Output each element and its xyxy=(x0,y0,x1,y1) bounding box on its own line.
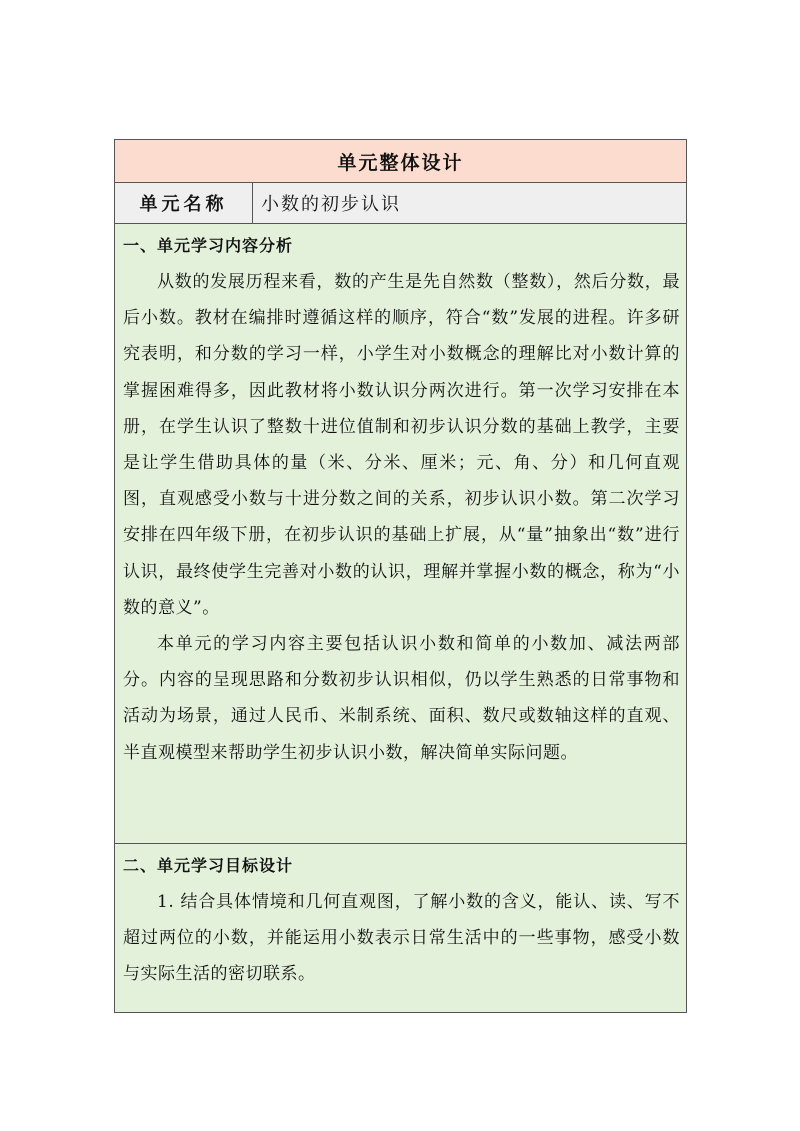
content-analysis-paragraph: 本单元的学习内容主要包括认识小数和简单的小数加、减法两部分。内容的呈现思路和分数初步认识相似，仍以学生熟悉的日常事物和活动为场景，通过人民币、米制系统、面积、数尺或数轴这样的直观、半直观模型来帮助学生初步认识小数，解决简单实际问题。 xyxy=(123,634,680,763)
unit-name-label: 单元名称 xyxy=(115,183,253,223)
unit-name-value: 小数的初步认识 xyxy=(261,194,401,215)
content-analysis-paragraph: 从数的发展历程来看，数的产生是先自然数（整数），然后分数，最后小数。教材在编排时遵循这样的顺序，符合“数”发展的进程。许多研究表明，和分数的学习一样，小学生对小数概念的理解比对小数计算的掌握困难得多，因此教材将小数认识分两次进行。第一次学习安排在本册，在学生认识了整数十进位值制和初步认识分数的基础上教学，主要是让学生借助具体的量（米、分米、厘米；元、角、分）和几何直观图，直观感受小数与十进分数之间的关系，初步认识小数。第二次学习安排在四年级下册，在初步认识的基础上扩展，从“量”抽象出“数”进行认识，最终使学生完善对小数的认识，理解并掌握小数的概念，称为“小数的意义”。 xyxy=(123,272,680,618)
content-analysis-heading: 一、单元学习内容分析 xyxy=(123,236,294,255)
table-title: 单元整体设计 xyxy=(115,140,686,183)
unit-design-table xyxy=(114,139,687,1013)
learning-goals-section xyxy=(115,843,686,1012)
learning-goals-heading: 二、单元学习目标设计 xyxy=(123,856,294,875)
content-analysis-section xyxy=(115,224,686,843)
learning-goal-item: 1. 结合具体情境和几何直观图，了解小数的含义，能认、读、写不超过两位的小数，并能运用小数表示日常生活中的一些事物，感受小数与实际生活的密切联系。 xyxy=(123,892,680,985)
unit-name-row xyxy=(115,183,686,224)
